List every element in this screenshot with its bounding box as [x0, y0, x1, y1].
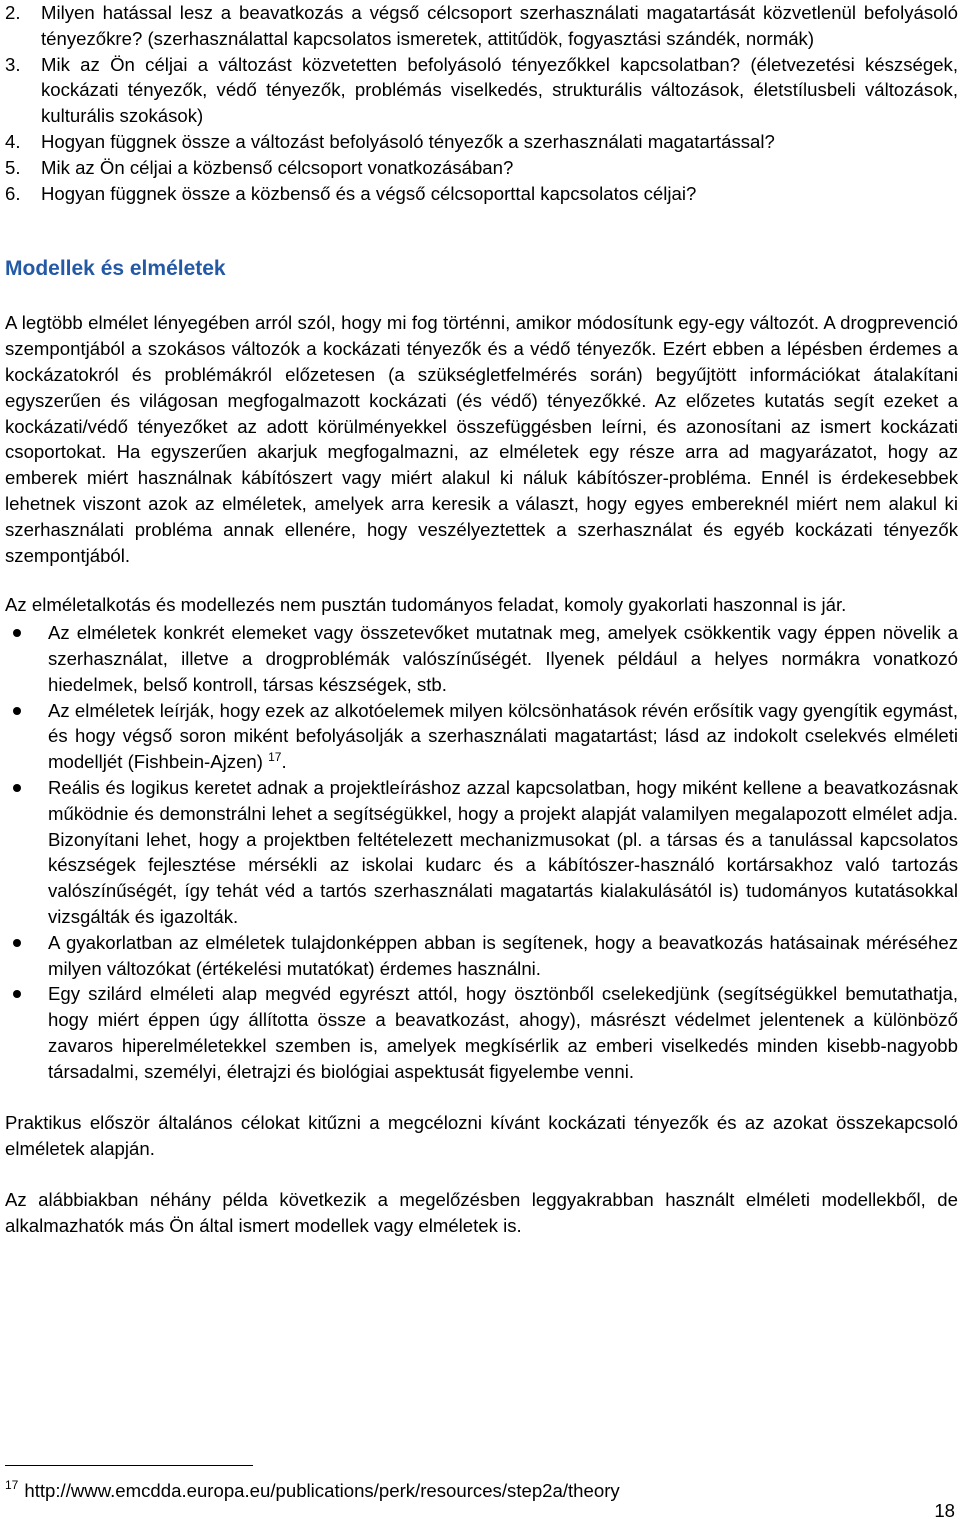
bullet-icon [13, 707, 21, 715]
bullet-icon [13, 939, 21, 947]
list-number: 5. [5, 156, 21, 178]
bullet-icon [13, 784, 21, 792]
page-number: 18 [934, 1500, 955, 1521]
document-page [5, 0, 958, 1239]
paragraph: Az alábbiakban néhány példa következik a megelőzésben leggyakrabban használt elméleti modellekből, de alkalmazhatók más Ön által ismert modellek vagy elméletek is. [5, 1189, 958, 1236]
section-heading: Modellek és elméletek [5, 257, 226, 281]
list-item-text-end: . [281, 751, 287, 773]
footnote [5, 1478, 620, 1504]
footnote-reference[interactable]: 17 [268, 749, 282, 764]
list-item [5, 52, 958, 129]
list-item [5, 775, 958, 930]
paragraph: Praktikus először általános célokat kitűzni a megcélozni kívánt kockázati tényezők és az azokat összekapcsoló elméletek alapján. [5, 1112, 958, 1160]
list-item-text: A gyakorlatban az elméletek tulajdonképpen abban is segítenek, hogy a beavatkozás hatásainak méréséhez milyen változókat (értékelési mutatókat) érdemes használni. [48, 931, 958, 979]
bullet-icon [13, 990, 21, 998]
paragraph: Az elméletalkotás és modellezés nem pusztán tudományos feladat, komoly gyakorlati haszonnal is jár. [5, 594, 847, 616]
footnote-divider [5, 1465, 253, 1466]
list-item-text: Hogyan függnek össze a közbenső és a végső célcsoporttal kapcsolatos céljai? [41, 182, 697, 204]
list-item [5, 698, 958, 775]
question-list [5, 0, 958, 206]
list-item-text: Egy szilárd elméleti alap megvéd egyrészt attól, hogy ösztönből cselekedjünk (segítségükkel bemutathatja, hogy miért éppen úgy állította össze a beavatkozást, ahogy), másrészt védelmet jelentenek a különböző zavaros hiperelméletekkel szemben is, amelyek megkísérlik az emberi viselkedés minden kisebb-nagyobb társadalmi, személyi, életrajzi és biológiai aspektusát figyelembe venni. [48, 983, 958, 1082]
list-item-text: Milyen hatással lesz a beavatkozás a végső célcsoport szerhasználati magatartását közvetlenül befolyásoló tényezőkre? (szerhasználattal kapcsolatos ismeretek, attitűdök, fogyasztási szándék, normák) [41, 2, 958, 49]
list-item [5, 155, 958, 181]
list-number: 4. [5, 130, 21, 152]
list-item [5, 181, 958, 207]
bullet-icon [13, 629, 21, 637]
footnote-link[interactable]: http://www.emcdda.europa.eu/publications/perk/resources/step2a/theory [24, 1480, 620, 1501]
list-item-text: Az elméletek leírják, hogy ezek az alkotóelemek milyen kölcsönhatások révén erősítik vagy gyengítik egymást, és hogy végső soron miként befolyásolják a szerhasználati magatartást; lásd az indokolt cselekvés elméleti modelljét (Fishbein-Ajzen) [48, 699, 958, 773]
list-item [5, 0, 958, 52]
list-number: 2. [5, 2, 21, 23]
list-item-text: Hogyan függnek össze a változást befolyásoló tényezők a szerhasználati magatartással? [41, 130, 775, 152]
list-item [5, 620, 958, 697]
list-number: 3. [5, 53, 21, 75]
list-item-text: Az elméletek konkrét elemeket vagy összetevőket mutatnak meg, amelyek csökkentik vagy éppen növelik a szerhasználat, illetve a drogproblémák valószínűségét. Ilyenek például a helyes normákra vonatkozó hiedelmek, belső kontroll, társas készségek, stb. [48, 622, 958, 695]
list-number: 6. [5, 182, 21, 204]
bullet-list [5, 620, 958, 1084]
list-item [5, 981, 958, 1084]
list-item [5, 930, 958, 982]
list-item-text: Reális és logikus keretet adnak a projektleíráshoz azzal kapcsolatban, hogy miként kellene a beavatkozásnak működnie és demonstrálni lehet a segítségükkel, hogy a projekt alapját valamilyen megalapozott elmélet adja. Bizonyítani lehet, hogy a projektben feltételezett mechanizmusokat (pl. a társas és a tanulással kapcsolatos készségek fejlesztése mérsékli az iskolai kudarc és a kábítószer-használó kortársakhoz való tartozás valószínűségét, így tehát véd a tartós szerhasználati magatartás kialakulásától is) tudományos kutatásokkal vizsgálták és igazolták. [48, 776, 958, 927]
list-item [5, 129, 958, 155]
list-item-text: Mik az Ön céljai a közbenső célcsoport vonatkozásában? [41, 156, 514, 178]
footnote-number: 17 [5, 1478, 19, 1492]
list-item-text: Mik az Ön céljai a változást közvetetten befolyásoló tényezőkkel kapcsolatban? (életvezetési készségek, kockázati tényezők, védő tényezők, problémás viselkedés, strukturális változások, életstílusbeli változások, kulturális szokások) [41, 53, 958, 127]
paragraph: A legtöbb elmélet lényegében arról szól, hogy mi fog történni, amikor módosítunk egy-egy változót. A drogprevenció szempontjából a szokásos változók a kockázati tényezők és a védő tényezők. Ezért ebben a lépésben érdemes a kockázatokról és problémákról előzetesen (a szükségletfelmérés során) begyűjtött információkat átalakítani egyszerűen és világosan megfogalmazott kockázati (és védő) tényezőkké. Az előzetes kutatás segít ezeket a kockázati/védő tényezőket az adott körülményekkel összefüggésben leírni, és azonosítani az ismert kockázati csoportokat. Ha egyszerűen akarjuk megfogalmazni, az elméletek egy része arra ad magyarázatot, hogy az emberek miért használnak kábítószert vagy miért alakul ki náluk kábítószer-probléma. Ennél is érdekesebbek lehetnek viszont azok az elméletek, amelyek arra keresik a választ, hogy egyes embereknél miért nem alakul ki szerhasználati probléma annak ellenére, hogy veszélyeztettek a szerhasználat és egyéb kockázati tényezők szempontjából. [5, 312, 958, 566]
